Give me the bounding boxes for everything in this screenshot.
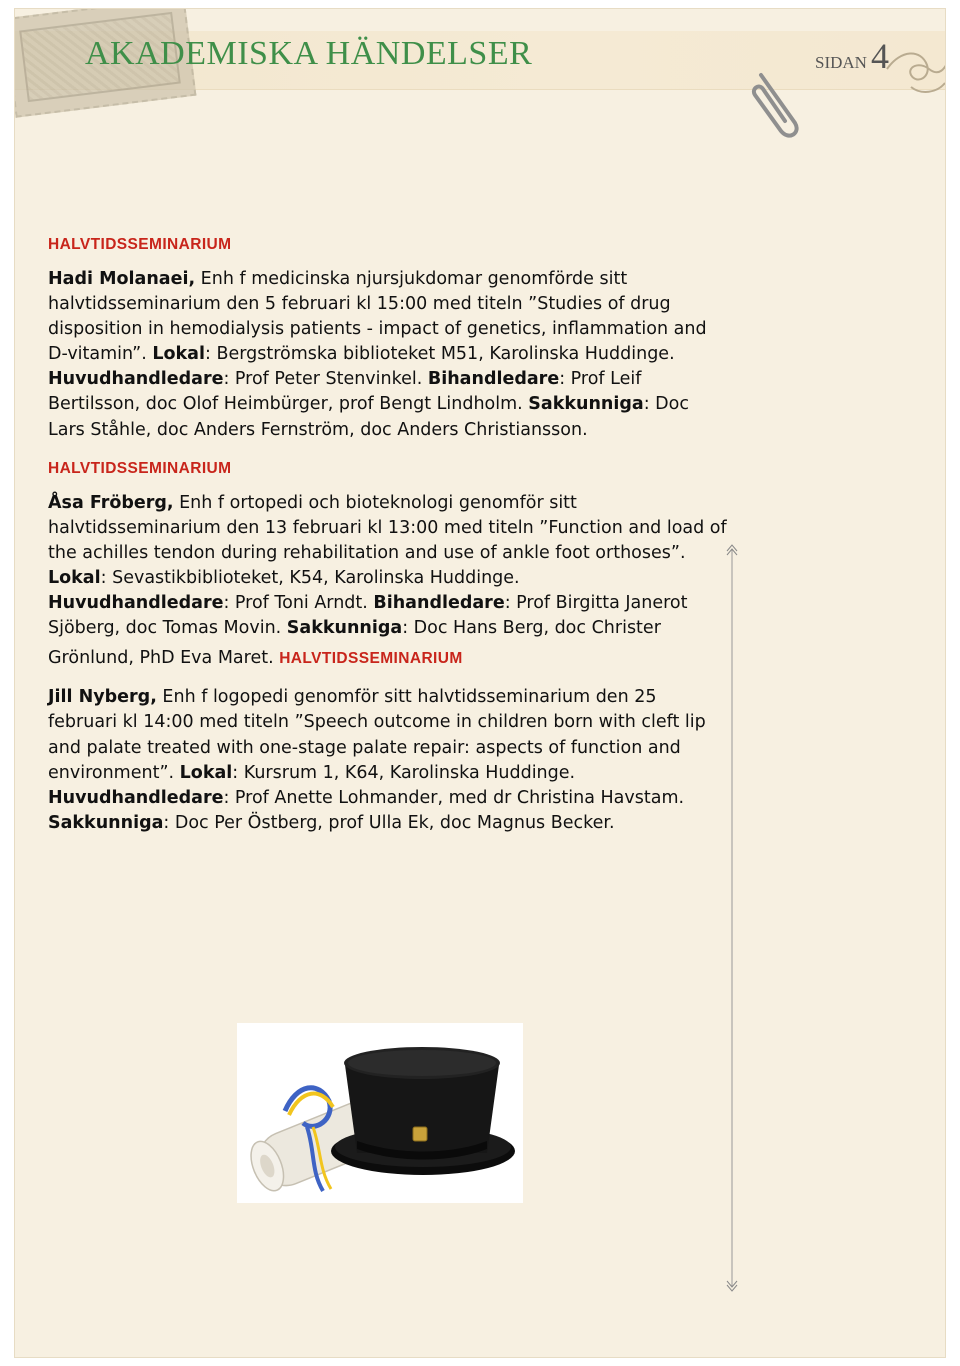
sakkunniga-value-continued: Grönlund, PhD Eva Maret. <box>48 648 280 669</box>
sakkunniga-label: Sakkunniga <box>48 812 164 833</box>
entry-intro: Enh f logopedi genomför sitt halvtidsseminarium den 25 februari kl 14:00 med titeln ”Speech outcome in children born with cleft lip and palate treated with one-stage palate repair: aspects of function and environment”. <box>48 687 706 783</box>
page-number: 4 <box>871 36 889 76</box>
flourish-ornament-icon <box>881 39 946 99</box>
lokal-value: : Bergströmska biblioteket M51, Karolinska Huddinge. <box>204 344 675 365</box>
huvudhandledare-label: Huvudhandledare <box>48 369 224 390</box>
section-heading: HALVTIDSSEMINARIUM <box>48 459 232 477</box>
paperclip-icon <box>743 67 813 147</box>
entry-paragraph <box>48 685 728 836</box>
sakkunniga-label: Sakkunniga <box>286 618 403 639</box>
side-rule-ornament <box>724 543 740 1293</box>
bihandledare-label: Bihandledare <box>373 593 505 614</box>
huvudhandledare-label: Huvudhandledare <box>48 787 224 808</box>
lokal-label: Lokal <box>179 762 233 783</box>
huvudhandledare-value: : Prof Toni Arndt. <box>223 593 374 614</box>
person-name: Hadi Molanaei, <box>48 269 196 289</box>
main-content <box>48 233 728 836</box>
graduation-hat-image <box>237 1023 523 1203</box>
section-heading: HALVTIDSSEMINARIUM <box>279 650 463 668</box>
sakkunniga-label: Sakkunniga <box>528 394 644 415</box>
page-label: SIDAN <box>815 53 867 72</box>
section-heading: HALVTIDSSEMINARIUM <box>48 236 232 253</box>
entry-paragraph <box>48 267 728 443</box>
lokal-value: : Kursrum 1, K64, Karolinska Huddinge. <box>232 762 576 783</box>
person-name: Åsa Fröberg, <box>48 492 174 513</box>
huvudhandledare-value: : Prof Anette Lohmander, med dr Christina Havstam. <box>223 787 685 808</box>
lokal-label: Lokal <box>152 344 205 365</box>
sakkunniga-value: : Doc Lars Ståhle, doc Anders Fernström, doc Anders Christiansson. <box>48 394 689 440</box>
sakkunniga-value: : Doc Per Östberg, prof Ulla Ek, doc Magnus Becker. <box>163 812 615 833</box>
huvudhandledare-label: Huvudhandledare <box>48 593 224 614</box>
lokal-label: Lokal <box>48 567 101 588</box>
entry-intro: Enh f medicinska njursjukdomar genomförde sitt halvtidsseminarium den 5 februari kl 15:00 med titeln ”Studies of drug disposition in hemodialysis patients - impact of genetics, inflammation and D-vitamin”. <box>48 269 707 365</box>
bihandledare-value: : Prof Birgitta Janerot Sjöberg, doc Tomas Movin. <box>48 593 688 639</box>
page <box>14 8 946 1358</box>
entry-intro: Enh f ortopedi och bioteknologi genomför sitt halvtidsseminarium den 13 februari kl 13:00 med titeln ”Function and load of the achilles tendon during rehabilitation and use of ankle foot orthoses”. <box>48 492 727 563</box>
bihandledare-label: Bihandledare <box>427 369 560 390</box>
lokal-value: : Sevastikbiblioteket, K54, Karolinska Huddinge. <box>100 567 520 588</box>
entry-paragraph <box>48 491 728 642</box>
person-name: Jill Nyberg, <box>48 687 157 708</box>
sakkunniga-value: : Doc Hans Berg, doc Christer <box>402 618 661 639</box>
bihandledare-value: : Prof Leif Bertilsson, doc Olof Heimbürger, prof Bengt Lindholm. <box>48 369 642 415</box>
page-title: AKADEMISKA HÄNDELSER <box>85 35 533 72</box>
entry-paragraph-continued <box>48 646 728 671</box>
huvudhandledare-value: : Prof Peter Stenvinkel. <box>223 369 428 390</box>
